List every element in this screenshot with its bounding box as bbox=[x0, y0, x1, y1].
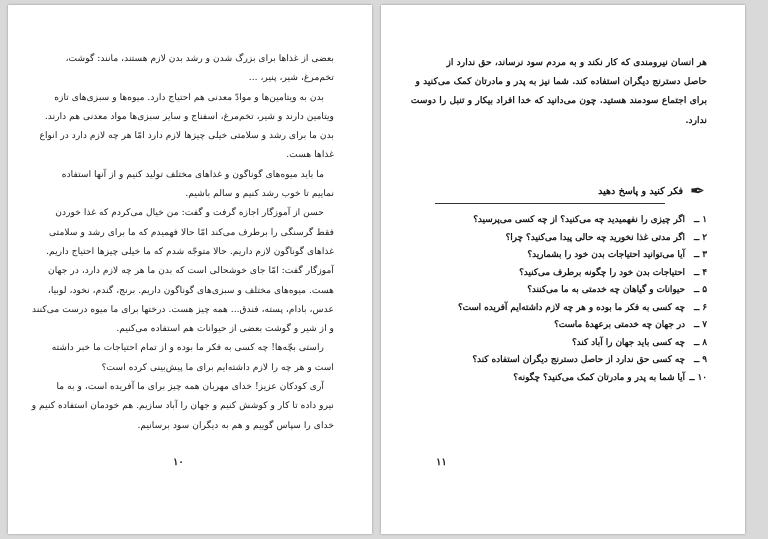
text-line: برای اجتماع سودمند هستید. چون می‌دانید که خدا افراد بیکار و تنبل را دوست bbox=[410, 95, 707, 107]
text-line: فقط گرسنگی را برطرف می‌کند امّا حالا فهمیدم که ما برای رشد و سلامتی bbox=[49, 226, 334, 238]
text-line: عدس، بادام، پسته، فندق... همه چیز هست. درختها برای ما میوه درست می‌کنند bbox=[32, 303, 334, 315]
question-item bbox=[452, 352, 707, 370]
book-page-right bbox=[381, 5, 745, 534]
text-line: آموزگار گفت: امّا جای خوشحالی است که بدن ما هر چه لازم دارد، در جهان bbox=[48, 265, 334, 277]
text-line: نیرو داده تا کار و کوشش کنیم و جهان را آباد سازیم. هم خودمان استفاده کنیم و bbox=[31, 400, 334, 412]
question-text: آیا شما به پدر و مادرتان کمک می‌کنید؟ چگونه؟ bbox=[513, 372, 685, 383]
pen-ornament-icon: ✒ bbox=[689, 181, 705, 202]
question-text: آیا می‌توانید احتیاجات بدن خود را بشمارید؟ bbox=[527, 250, 685, 260]
question-number: ۵ ــ bbox=[694, 285, 707, 295]
question-number: ۲ ــ bbox=[694, 232, 707, 243]
text-line: هست. میوه‌های مختلف و سبزی‌های گوناگون داریم. برنج، گندم، نخود، لوبیا، bbox=[47, 284, 334, 296]
text-line: غذاها هست. bbox=[286, 149, 334, 161]
question-text: چه کسی باید جهان را آباد کند؟ bbox=[571, 337, 685, 348]
question-number: ۳ ــ bbox=[694, 250, 707, 260]
question-text: در جهان چه خدمتی برعهدهٔ ماست؟ bbox=[554, 320, 685, 330]
text-line: هر انسان نیرومندی که کار نکند و به مردم سود نرساند، حق ندارد از bbox=[446, 57, 707, 68]
question-item bbox=[452, 247, 707, 265]
text-line: و از شیر و گوشت بعضی از حیوانات هم استفاده می‌کنیم. bbox=[116, 323, 334, 335]
text-line: نماییم تا خوب رشد کنیم و سالم باشیم. bbox=[185, 188, 334, 200]
left-page-text bbox=[31, 49, 334, 435]
question-text: احتیاجات بدن خود را چگونه برطرف می‌کنید؟ bbox=[519, 267, 685, 278]
question-text: چه کسی به فکر ما بوده و هر چه لازم داشته‌ایم آفریده است؟ bbox=[457, 302, 685, 313]
question-item bbox=[452, 317, 707, 335]
text-line: بدن ما برای رشد و سلامتی خیلی چیزها لازم دارد امّا هر چه لازم دارد در انواع bbox=[39, 130, 334, 142]
question-number: ۴ ــ bbox=[694, 267, 707, 278]
question-text: اگر چیزی را نفهمیدید چه می‌کنید؟ از چه کسی می‌پرسید؟ bbox=[473, 215, 685, 225]
question-text: اگر مدتی غذا نخورید چه حالی پیدا می‌کنید؟ چرا؟ bbox=[505, 232, 685, 243]
text-line: حسن از آموزگار اجازه گرفت و گفت: من خیال می‌کردم که غذا خوردن bbox=[55, 207, 324, 219]
question-list bbox=[452, 212, 707, 387]
question-item bbox=[452, 230, 707, 248]
text-line: تخم‌مرغ، شیر، پنیر، ... bbox=[248, 72, 334, 84]
page-number: ۱۰ bbox=[173, 457, 184, 468]
question-number: ۱۰ ــ bbox=[689, 372, 707, 383]
text-line: ندارد. bbox=[685, 114, 707, 126]
text-line: راستی بچّه‌ها! چه کسی به فکر ما بوده و از تمام احتیاجات ما خبر داشته bbox=[51, 342, 324, 354]
text-line: بدن به ویتامین‌ها و موادّ معدنی هم احتیاج دارد. میوه‌ها و سبزی‌های تازه bbox=[54, 91, 324, 103]
question-number: ۹ ــ bbox=[694, 355, 707, 365]
question-text: چه کسی حق ندارد از حاصل دسترنج دیگران استفاده کند؟ bbox=[472, 355, 685, 365]
question-text: حیوانات و گیاهان چه خدمتی به ما می‌کنند؟ bbox=[527, 285, 685, 295]
text-line: خدای را سپاس گوییم و هم به دیگران سود برسانیم. bbox=[137, 419, 334, 431]
question-item bbox=[452, 335, 707, 353]
section-header bbox=[435, 183, 705, 203]
text-line: غذاهای گوناگون لازم داریم. حالا متوجّه شدم که ما خیلی چیزها احتیاج داریم. bbox=[46, 245, 334, 257]
right-page-text bbox=[410, 53, 707, 130]
question-item bbox=[452, 265, 707, 283]
question-number: ۱ ــ bbox=[694, 215, 707, 225]
question-item bbox=[452, 370, 707, 388]
text-line: است و هر چه را لازم داشته‌ایم برای ما پیش‌بینی کرده است؟ bbox=[101, 361, 334, 373]
question-item bbox=[452, 212, 707, 230]
question-item bbox=[452, 282, 707, 300]
page-number: ۱۱ bbox=[436, 457, 447, 468]
text-line: حاصل دسترنج دیگران استفاده کند. شما نیز به پدر و مادرتان کمک می‌کنید و bbox=[415, 76, 707, 88]
section-title: فکر کنید و پاسخ دهید bbox=[598, 186, 683, 197]
book-page-left bbox=[8, 5, 372, 534]
question-number: ۶ ــ bbox=[694, 302, 707, 313]
question-number: ۷ ــ bbox=[694, 320, 707, 330]
question-number: ۸ ــ bbox=[694, 337, 707, 348]
text-line: ما باید میوه‌های گوناگون و غذاهای مختلف تولید کنیم و از آنها استفاده bbox=[61, 168, 324, 180]
section-divider bbox=[435, 203, 665, 204]
text-line: ویتامین دارند و شیر، تخم‌مرغ، اسفناج و سایر سبزی‌ها مواد معدنی هم دارند. bbox=[44, 110, 334, 122]
text-line: آری کودکان عزیز! خدای مهربان همه چیز برای ما آفریده است، و به ما bbox=[56, 381, 324, 393]
question-item bbox=[452, 300, 707, 318]
text-line: بعضی از غذاها برای بزرگ شدن و رشد بدن لازم هستند، مانند: گوشت، bbox=[65, 53, 334, 64]
